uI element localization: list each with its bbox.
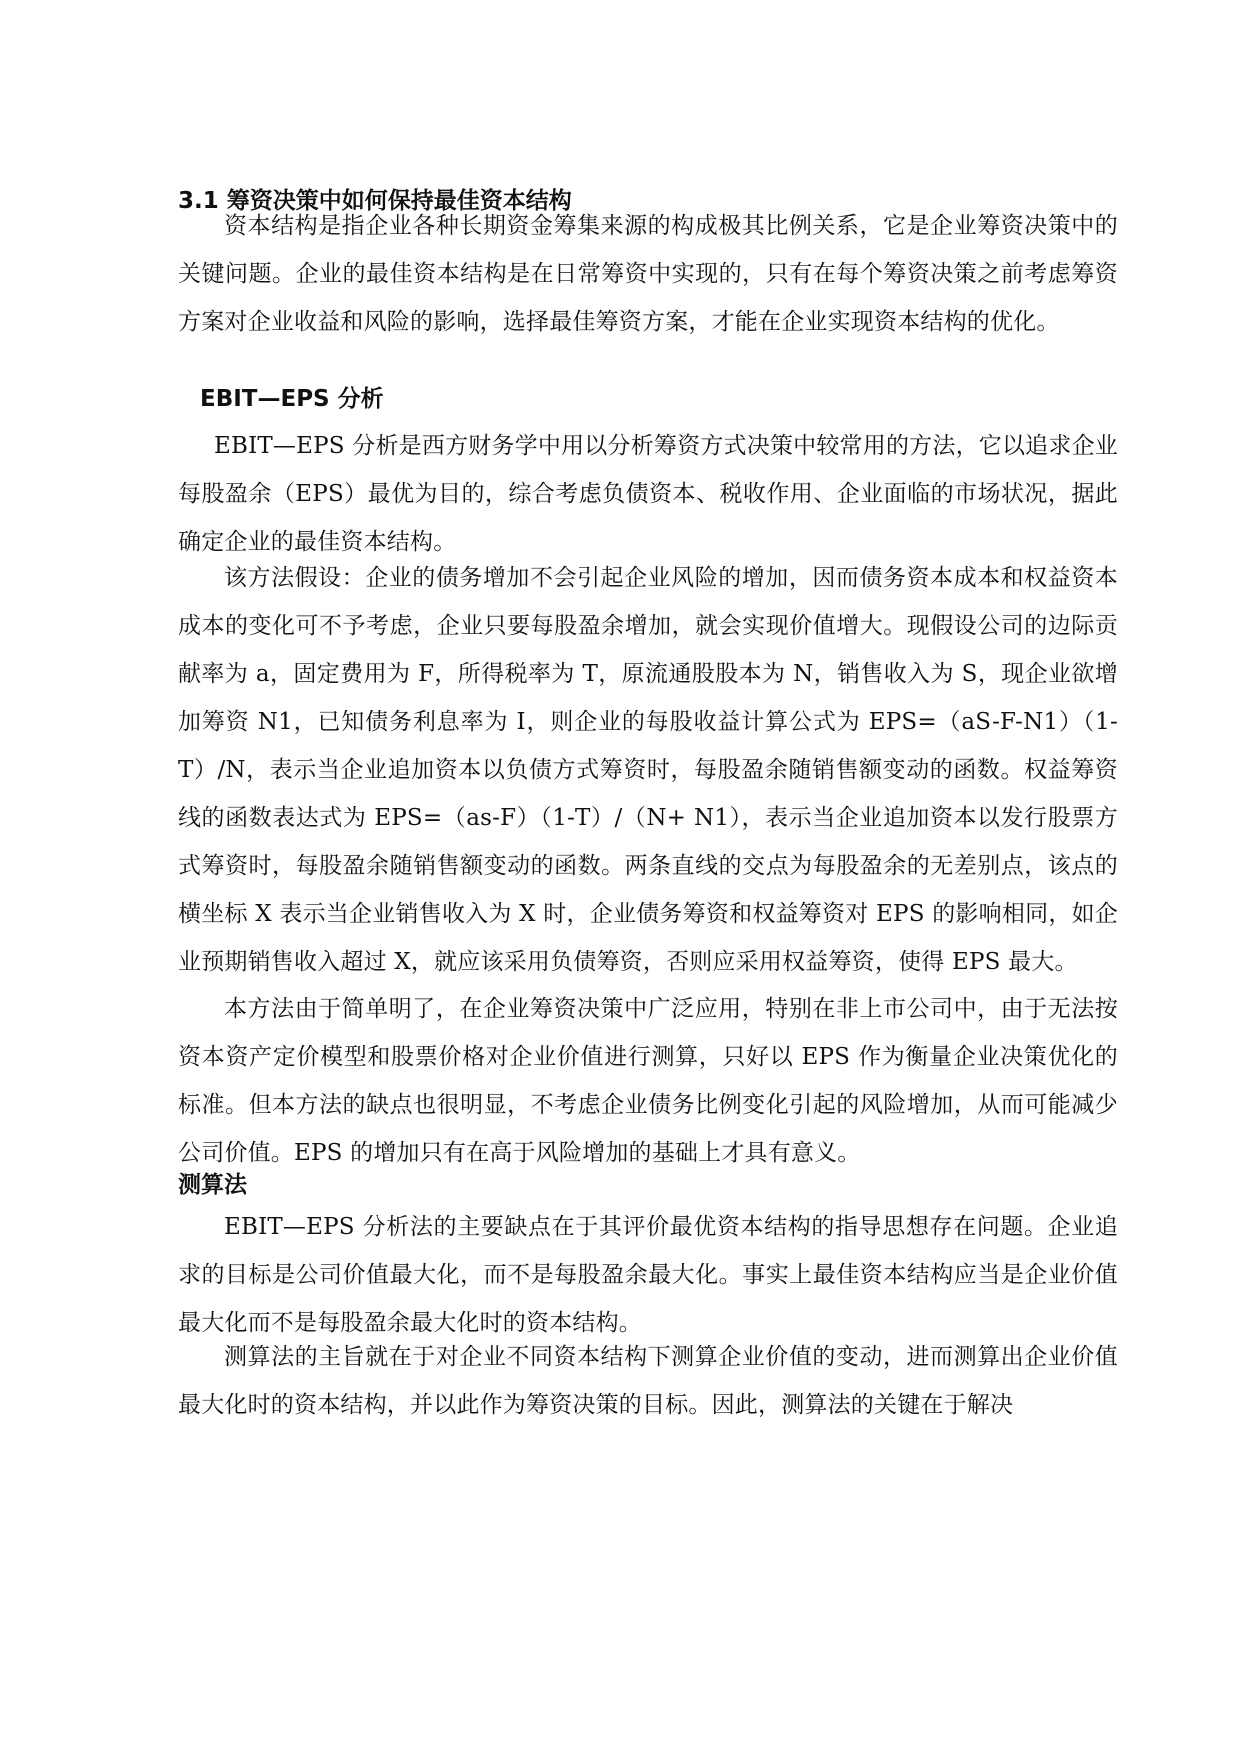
paragraph-measurement-purpose: 测算法的主旨就在于对企业不同资本结构下测算企业价值的变动，进而测算出企业价值最大化时的资本结构，并以此作为筹资决策的目标。因此，测算法的关键在于解决 [178,1344,1118,1418]
paragraph-measurement-critique: EBIT—EPS 分析法的主要缺点在于其评价最优资本结构的指导思想存在问题。企业追求的目标是公司价值最大化，而不是每股盈余最大化。事实上最佳资本结构应当是企业价值最大化而不是每股盈余最大化时的资本结构。 [178,1214,1118,1336]
subheading-ebit-eps: EBIT—EPS 分析 [200,386,384,412]
paragraph-capital-structure: 资本结构是指企业各种长期资金筹集来源的构成极其比例关系，它是企业筹资决策中的关键问题。企业的最佳资本结构是在日常筹资中实现的，只有在每个筹资决策之前考虑筹资方案对企业收益和风险的影响，选择最佳筹资方案，才能在企业实现资本结构的优化。 [178,213,1118,335]
paragraph-ebit-eps-evaluation: 本方法由于简单明了，在企业筹资决策中广泛应用，特别在非上市公司中，由于无法按资本资产定价模型和股票价格对企业价值进行测算，只好以 EPS 作为衡量企业决策优化的标准。但本方法的缺点也很明显，不考虑企业债务比例变化引起的风险增加，从而可能减少公司价值。EPS 的增加只有在高于风险增加的基础上才具有意义。 [178,996,1118,1166]
paragraph-ebit-eps-intro: EBIT—EPS 分析是西方财务学中用以分析筹资方式决策中较常用的方法，它以追求企业每股盈余（EPS）最优为目的，综合考虑负债资本、税收作用、企业面临的市场状况，据此确定企业的最佳资本结构。 [178,433,1118,555]
subheading-measurement-method: 测算法 [178,1172,247,1198]
section-heading-3-1: 3.1 筹资决策中如何保持最佳资本结构 [178,188,572,214]
paragraph-ebit-eps-assumption: 该方法假设：企业的债务增加不会引起企业风险的增加，因而债务资本成本和权益资本成本的变化可不予考虑，企业只要每股盈余增加，就会实现价值增大。现假设公司的边际贡献率为 a，固定费用为 F，所得税率为 T，原流通股股本为 N，销售收入为 S，现企业欲增加筹资 N1，已知债务利息率为 I，则企业的每股收益计算公式为 EPS=（aS-F-N1）（1-T）/N，表示当企业追加资本以负债方式筹资时，每股盈余随销售额变动的函数。权益筹资线的函数表达式为 EPS=（as-F）（1-T）/（N+ N1），表示当企业追加资本以发行股票方式筹资时，每股盈余随销售额变动的函数。两条直线的交点为每股盈余的无差别点，该点的横坐标 X 表示当企业销售收入为 X 时，企业债务筹资和权益筹资对 EPS 的影响相同，如企业预期销售收入超过 X，就应该采用负债筹资，否则应采用权益筹资，使得 EPS 最大。 [178,565,1118,975]
